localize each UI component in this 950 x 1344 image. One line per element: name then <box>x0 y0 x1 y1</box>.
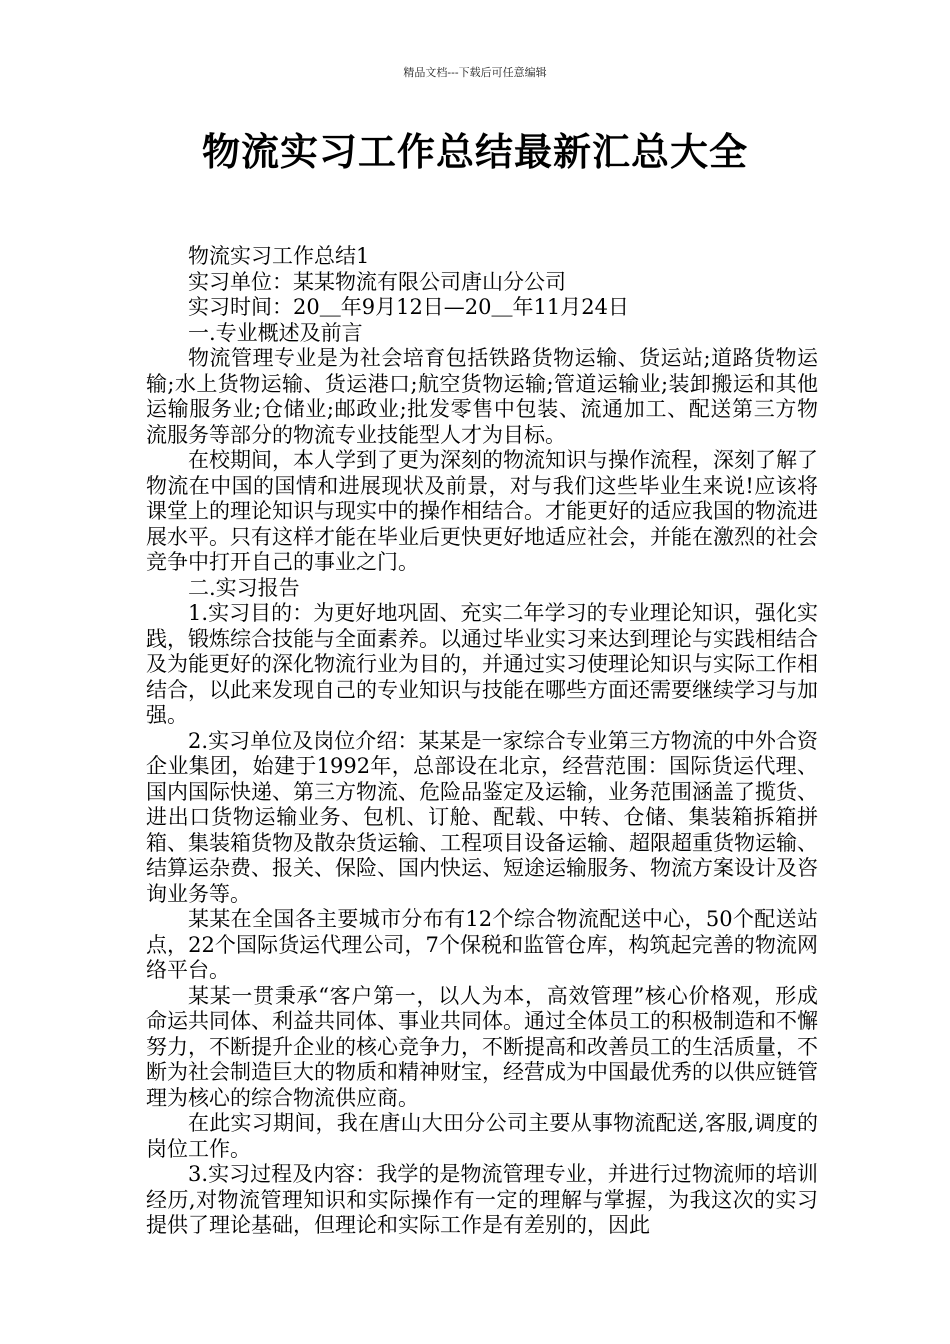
paragraph-company-network: 某某在全国各主要城市分布有12个综合物流配送中心，50个配送站点，22个国际货运代理公司，7个保税和监管仓库，构筑起完善的物流网络平台。 <box>146 907 818 982</box>
page-header-note: 精品文档---下载后可任意编辑 <box>403 66 547 79</box>
internship-unit-line: 实习单位：某某物流有限公司唐山分公司 <box>188 269 566 294</box>
document-body <box>146 244 818 1239</box>
paragraph-study-period: 在校期间，本人学到了更为深刻的物流知识与操作流程，深刻了解了物流在中国的国情和进展现状及前景，对与我们这些毕业生来说!应该将课堂上的理论知识与现实中的操作相结合。才能更好的适应我国的物流进展水平。只有这样才能在毕业后更快更好地适应社会，并能在激烈的社会竞争中打开自己的事业之门。 <box>146 448 818 574</box>
internship-time-line: 实习时间：20＿年9月12日—20＿年11月24日 <box>188 295 629 319</box>
paragraph-internship-process: 3.实习过程及内容：我学的是物流管理专业，并进行过物流师的培训经历,对物流管理知识和实际操作有一定的理解与掌握，为我这次的实习提供了理论基础，但理论和实际工作是有差别的，因此 <box>146 1162 818 1237</box>
report-subtitle: 物流实习工作总结1 <box>188 244 370 268</box>
paragraph-job-role: 在此实习期间，我在唐山大田分公司主要从事物流配送,客服,调度的岗位工作。 <box>146 1111 818 1161</box>
section-heading-overview: 一.专业概述及前言 <box>188 320 363 345</box>
section-heading-report: 二.实习报告 <box>188 575 300 600</box>
paragraph-internship-purpose: 1.实习目的：为更好地巩固、充实二年学习的专业理论知识，强化实践，锻炼综合技能与全面素养。以通过毕业实习来达到理论与实践相结合及为能更好的深化物流行业为目的，并通过实习使理论知识与实际工作相结合，以此来发现自己的专业知识与技能在哪些方面还需要继续学习与加强。 <box>146 601 818 727</box>
document-title: 物流实习工作总结最新汇总大全 <box>201 130 748 174</box>
paragraph-company-values: 某某一贯秉承“客户第一，以人为本，高效管理”核心价格观，形成命运共同体、利益共同体、事业共同体。通过全体员工的积极制造和不懈努力，不断提升企业的核心竞争力，不断提高和改善员工的生活质量，不断为社会制造巨大的物质和精神财宝，经营成为中国最优秀的以供应链管理为核心的综合物流供应商。 <box>146 983 818 1110</box>
paragraph-company-intro: 2.实习单位及岗位介绍：某某是一家综合专业第三方物流的中外合资企业集团，始建于1992年，总部设在北京，经营范围：国际货运代理、国内国际快递、第三方物流、危险品鉴定及运输，业务范围涵盖了揽货、进出口货物运输业务、包机、订舱、配载、中转、仓储、集装箱拆箱拼箱、集装箱货物及散杂货运输、工程项目设备运输、超限超重货物运输、结算运杂费、报关、保险、国内快运、短途运输服务、物流方案设计及咨询业务等。 <box>146 728 818 906</box>
paragraph-major-overview: 物流管理专业是为社会培育包括铁路货物运输、货运站;道路货物运输;水上货物运输、货运港口;航空货物运输;管道运输业;装卸搬运和其他运输服务业;仓储业;邮政业;批发零售中包装、流通加工、配送第三方物流服务等部分的物流专业技能型人才为目标。 <box>146 346 818 447</box>
